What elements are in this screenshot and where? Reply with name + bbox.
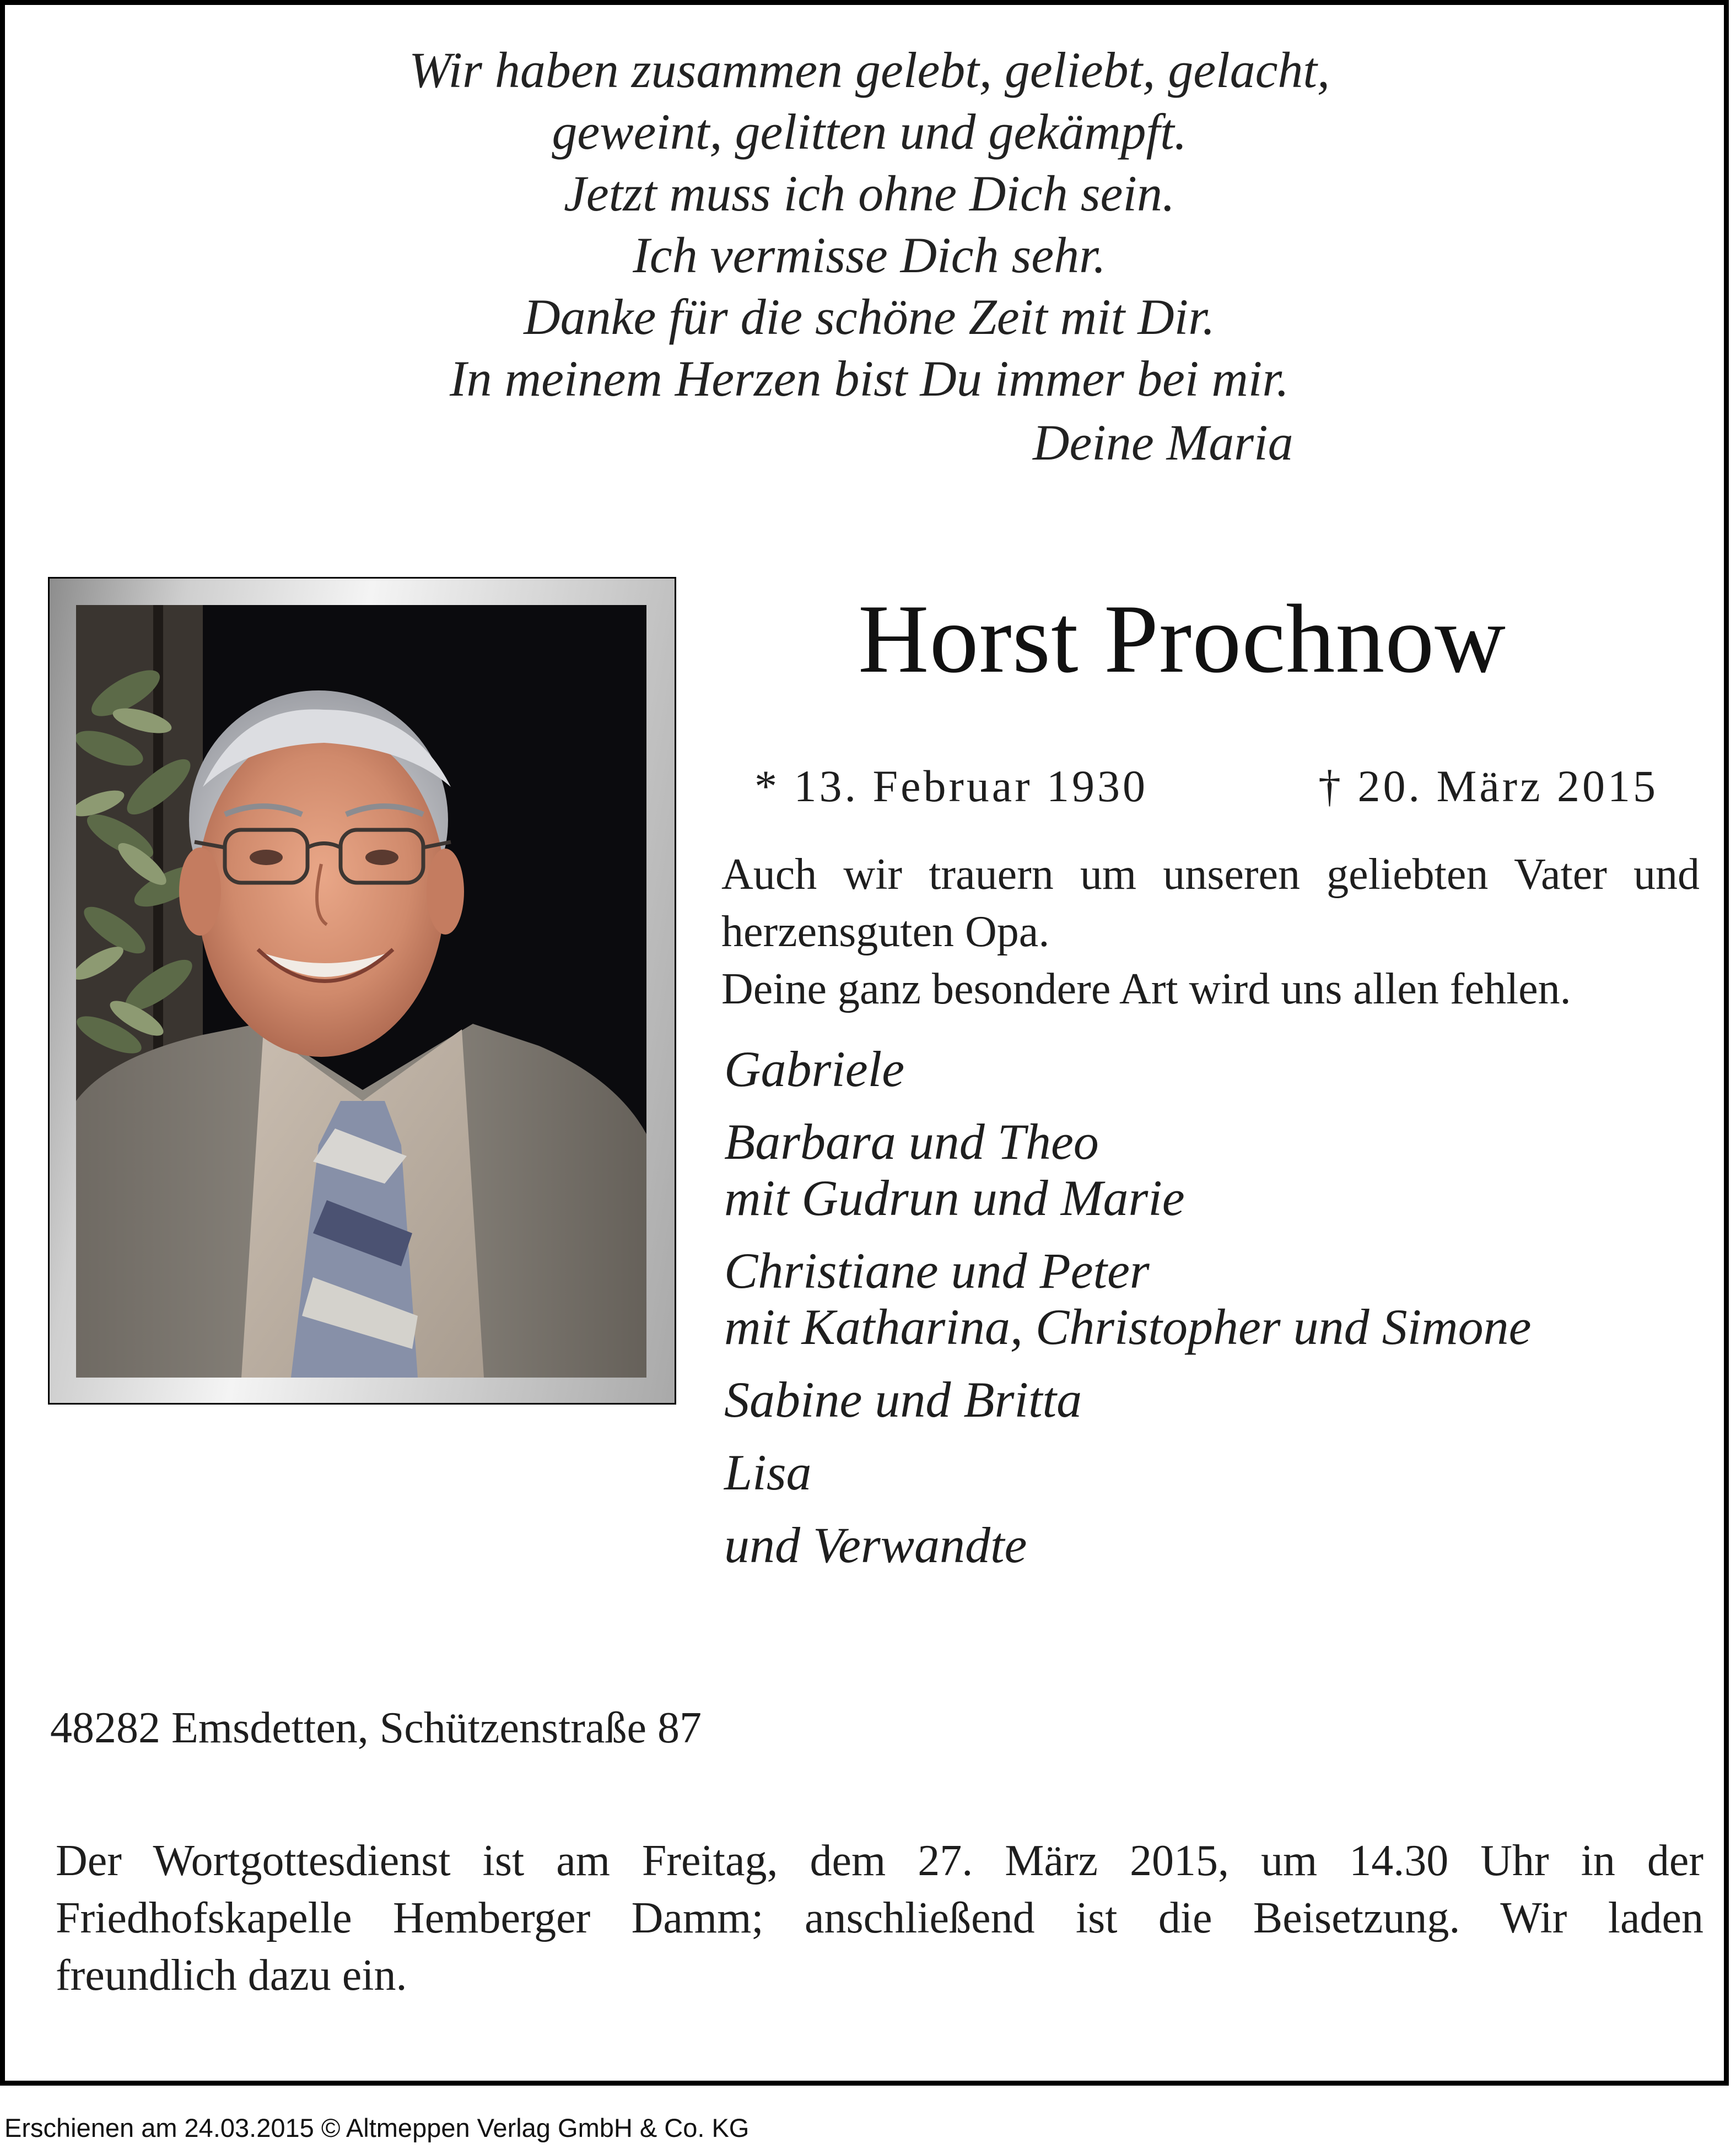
publication-footer: Erschienen am 24.03.2015 © Altmeppen Verlag GmbH & Co. KG [4, 2113, 750, 2142]
family-group [724, 1114, 1531, 1226]
family-group [724, 1444, 1531, 1500]
family-member: Christiane und Peter [724, 1243, 1150, 1299]
family-member: Gabriele [724, 1041, 905, 1097]
poem-line: Danke für die schöne Zeit mit Dir. [524, 289, 1215, 345]
poem-line: Jetzt muss ich ohne Dich sein. [564, 165, 1175, 222]
family-group [724, 1517, 1531, 1573]
service-line: Der Wortgottesdienst ist am Freitag, dem 27. März 2015, um 14.30 Uhr in der [56, 1837, 1703, 1885]
family-group [724, 1041, 1531, 1097]
poem-line: Ich vermisse Dich sehr. [633, 227, 1106, 283]
portrait-frame [48, 577, 676, 1405]
poem [5, 39, 1734, 473]
portrait-photo [76, 605, 646, 1378]
mourning-line: Auch wir trauern um unseren geliebten Vater und [721, 850, 1700, 899]
mourning-line: Deine ganz besondere Art wird uns allen fehlen. [721, 965, 1571, 1013]
family-list [724, 1041, 1531, 1590]
mourning-line: herzensguten Opa. [721, 908, 1050, 956]
poem-line: Wir haben zusammen gelebt, geliebt, gelacht, [408, 42, 1330, 98]
family-group [724, 1243, 1531, 1355]
death-date: † 20. März 2015 [1318, 761, 1659, 811]
service-line: freundlich dazu ein. [56, 1951, 407, 2000]
family-member: Sabine und Britta [724, 1372, 1082, 1428]
poem-line: geweint, gelitten und gekämpft. [552, 104, 1187, 160]
deceased-name: Horst Prochnow [858, 584, 1506, 693]
birth-date: * 13. Februar 1930 [754, 761, 1149, 811]
poem-signature: Deine Maria [1033, 414, 1293, 471]
family-member: und Verwandte [724, 1517, 1027, 1573]
poem-line: In meinem Herzen bist Du immer bei mir. [450, 350, 1289, 407]
family-member: mit Katharina, Christopher und Simone [724, 1299, 1532, 1355]
service-line: Friedhofskapelle Hemberger Damm; anschließend ist die Beisetzung. Wir laden [56, 1894, 1703, 1942]
portrait-illustration [76, 605, 646, 1378]
family-member: mit Gudrun und Marie [724, 1170, 1185, 1226]
family-group [724, 1372, 1531, 1428]
family-member: Lisa [724, 1444, 812, 1500]
family-member: Barbara und Theo [724, 1114, 1099, 1170]
mourning-text [721, 846, 1700, 1018]
family-address: 48282 Emsdetten, Schützenstraße 87 [50, 1704, 702, 1752]
service-notice [56, 1832, 1703, 2004]
